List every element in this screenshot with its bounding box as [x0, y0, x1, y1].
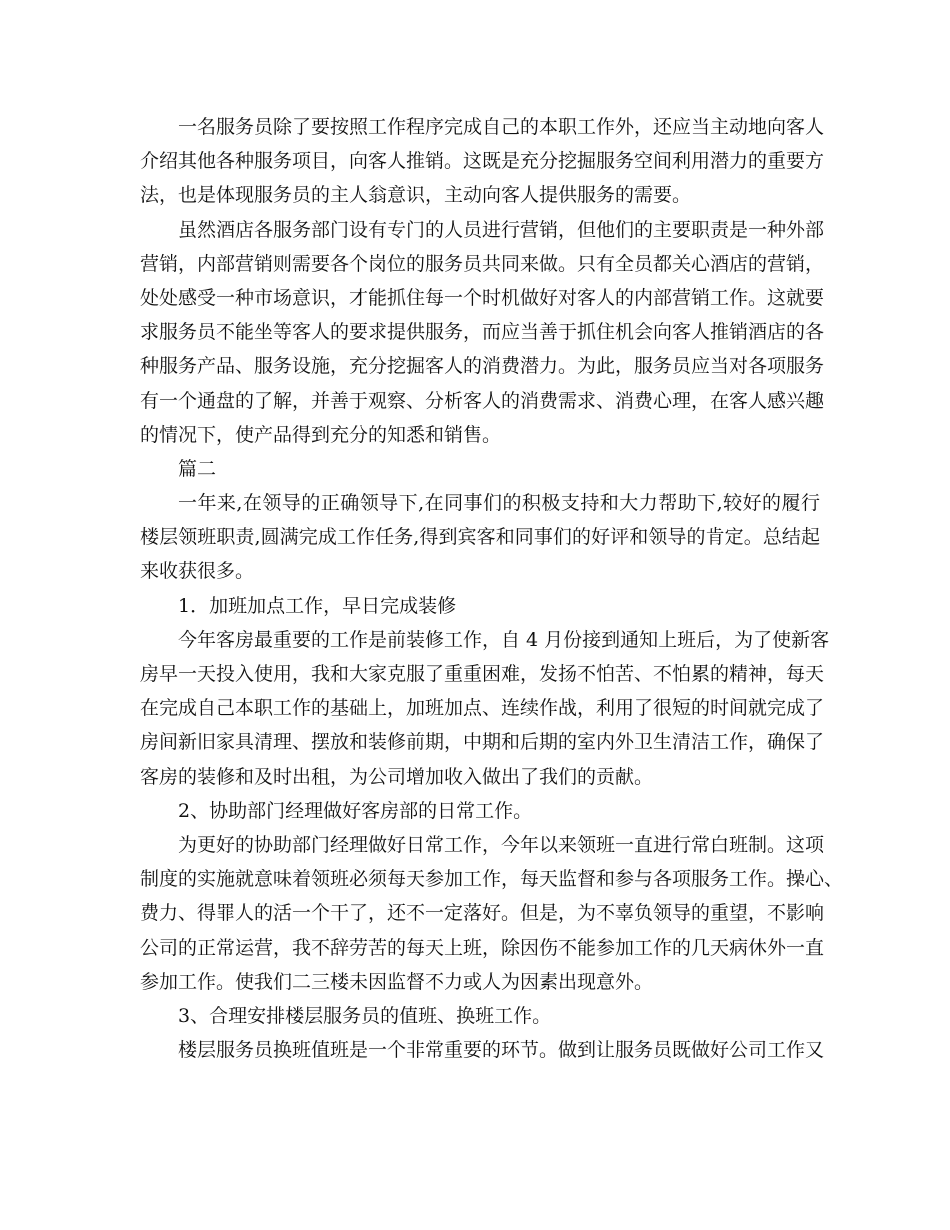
text-line: 来收获很多。	[140, 560, 255, 583]
text-line: 房间新旧家具清理、摆放和装修前期，中期和后期的室内外卫生清洁工作，确保了	[140, 731, 825, 754]
document-page	[140, 110, 844, 1067]
section-heading: 篇二	[178, 457, 217, 480]
text-line: 一名服务员除了要按照工作程序完成自己的本职工作外，还应当主动地向客人	[178, 116, 825, 138]
text-line: 介绍其他各种服务项目，向客人推销。这既是充分挖掘服务空间利用潜力的重要方	[140, 150, 825, 173]
text-line: 营销，内部营销则需要各个岗位的服务员共同来做。只有全员都关心酒店的营销，	[140, 252, 825, 275]
text-line: 为更好的协助部门经理做好日常工作，今年以来领班一直进行常白班制。这项	[178, 833, 825, 856]
text-line: 客房的装修和及时出租，为公司增加收入做出了我们的贡献。	[140, 765, 654, 788]
text-line: 今年客房最重要的工作是前装修工作，自 4 月份接到通知上班后，为了使新客	[178, 628, 830, 651]
subheading: 3、合理安排楼层服务员的值班、换班工作。	[178, 1004, 552, 1027]
text-line: 虽然酒店各服务部门设有专门的人员进行营销，但他们的主要职责是一种外部	[178, 218, 825, 241]
text-line: 费力、得罪人的活一个干了，还不一定落好。但是，为不辜负领导的重望，不影响	[140, 902, 825, 925]
text-line: 的情况下，使产品得到充分的知悉和销售。	[140, 423, 502, 446]
text-line: 房早一天投入使用，我和大家克服了重重困难，发扬不怕苦、不怕累的精神，每天	[140, 663, 825, 685]
text-line: 公司的正常运营，我不辞劳苦的每天上班，除因伤不能参加工作的几天病休外一直	[140, 936, 825, 959]
text-line: 处处感受一种市场意识，才能抓住每一个时机做好对客人的内部营销工作。这就要	[140, 286, 825, 309]
text-line: 参加工作。使我们二三楼未因监督不力或人为因素出现意外。	[140, 970, 654, 993]
text-line: 种服务产品、服务设施，充分挖掘客人的消费潜力。为此，服务员应当对各项服务	[140, 355, 825, 378]
text-line: 楼层服务员换班值班是一个非常重要的环节。做到让服务员既做好公司工作又	[178, 1039, 825, 1062]
text-line: 在完成自己本职工作的基础上，加班加点、连续作战，利用了很短的时间就完成了	[140, 697, 825, 720]
text-line: 法，也是体现服务员的主人翁意识，主动向客人提供服务的需要。	[140, 184, 692, 207]
text-line: 楼层领班职责,圆满完成工作任务,得到宾客和同事们的好评和领导的肯定。总结起	[140, 526, 820, 549]
subheading: 2、协助部门经理做好客房部的日常工作。	[178, 799, 533, 822]
text-line: 有一个通盘的了解，并善于观察、分析客人的消费需求、消费心理，在客人感兴趣	[140, 389, 825, 412]
text-line: 求服务员不能坐等客人的要求提供服务，而应当善于抓住机会向客人推销酒店的各	[140, 321, 825, 344]
subheading: 1．加班加点工作，早日完成装修	[178, 594, 457, 617]
text-line: 制度的实施就意味着领班必须每天参加工作，每天监督和参与各项服务工作。操心、	[140, 868, 844, 891]
text-line: 一年来,在领导的正确领导下,在同事们的积极支持和大力帮助下,较好的履行	[178, 492, 820, 515]
